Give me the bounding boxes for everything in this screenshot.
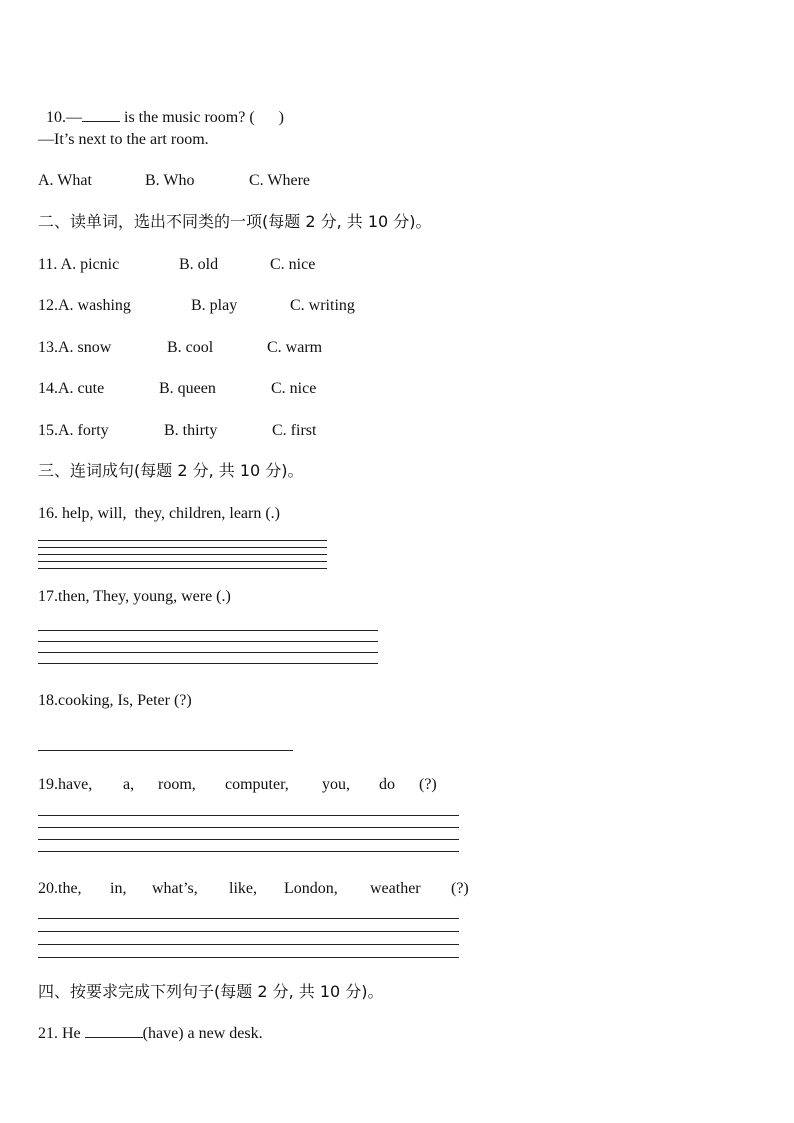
question-number: 20. — [38, 880, 58, 897]
option-c: C. warm — [267, 339, 323, 356]
question-13 — [38, 338, 111, 358]
option-a: A. picnic — [60, 256, 120, 273]
question-number: 11. — [38, 256, 58, 273]
section-4-title: 四、按要求完成下列句子(每题 2 分, 共 10 分)。 — [38, 982, 384, 1001]
word: you, — [322, 776, 350, 793]
option-b: B. old — [179, 256, 219, 273]
question-number: 10. — [46, 109, 66, 126]
question-number: 13. — [38, 339, 58, 356]
question-17 — [38, 587, 231, 607]
answer-line[interactable] — [38, 750, 293, 751]
answer-line[interactable] — [38, 827, 459, 828]
question-number: 14. — [38, 380, 58, 397]
answer-blank[interactable] — [82, 121, 120, 122]
question-14 — [38, 379, 104, 399]
option-c: C. Where — [249, 172, 311, 189]
answer-line[interactable] — [38, 561, 327, 562]
word: have, — [58, 776, 93, 793]
option-b: B. queen — [159, 380, 216, 397]
answer-blank[interactable] — [85, 1037, 143, 1038]
option-b: B. cool — [167, 339, 214, 356]
option-a: A. washing — [58, 297, 131, 314]
option-a: A. snow — [58, 339, 112, 356]
option-c: C. first — [272, 422, 317, 439]
option-c: C. writing — [290, 297, 355, 314]
question-19 — [38, 775, 92, 795]
question-12 — [38, 296, 131, 316]
question-10 — [38, 88, 284, 128]
word: the, — [58, 880, 82, 897]
question-number: 15. — [38, 422, 58, 439]
answer-line[interactable] — [38, 554, 327, 555]
question-21 — [38, 1024, 263, 1044]
answer-line[interactable] — [38, 540, 327, 541]
answer-line[interactable] — [38, 815, 459, 816]
answer-line[interactable] — [38, 957, 459, 958]
word: weather — [370, 880, 421, 897]
word: computer, — [225, 776, 289, 793]
word-list: cooking, Is, Peter (?) — [58, 692, 192, 709]
answer-line[interactable] — [38, 931, 459, 932]
question-number: 16. — [38, 505, 58, 522]
option-b: B. play — [191, 297, 238, 314]
question-number: 18. — [38, 692, 58, 709]
word: (?) — [451, 880, 469, 897]
answer-line[interactable] — [38, 652, 378, 653]
word-list: help, will, they, children, learn (.) — [62, 505, 280, 522]
question-number: 19. — [38, 776, 58, 793]
option-b: B. thirty — [164, 422, 218, 439]
section-2-title: 二、读单词，选出不同类的一项(每题 2 分, 共 10 分)。 — [38, 212, 432, 231]
option-c: C. nice — [270, 256, 316, 273]
answer-line[interactable] — [38, 851, 459, 852]
option-a: A. cute — [58, 380, 105, 397]
word: room, — [158, 776, 196, 793]
question-10-answer: —It’s next to the art room. — [38, 131, 209, 148]
answer-line[interactable] — [38, 918, 459, 919]
answer-line[interactable] — [38, 641, 378, 642]
answer-line[interactable] — [38, 663, 378, 664]
word: like, — [229, 880, 257, 897]
word: a, — [123, 776, 135, 793]
option-a: A. forty — [58, 422, 109, 439]
word-list: then, They, young, were (.) — [58, 588, 231, 605]
word: London, — [284, 880, 338, 897]
option-c: C. nice — [271, 380, 317, 397]
question-15 — [38, 421, 109, 441]
word: in, — [110, 880, 127, 897]
section-3-title: 三、连词成句(每题 2 分, 共 10 分)。 — [38, 461, 304, 480]
answer-line[interactable] — [38, 944, 459, 945]
answer-line[interactable] — [38, 547, 327, 548]
answer-line[interactable] — [38, 630, 378, 631]
question-number: 21. — [38, 1025, 58, 1042]
question-18 — [38, 691, 192, 711]
answer-line[interactable] — [38, 568, 327, 569]
option-a: A. What — [38, 172, 92, 189]
sentence-start: He — [62, 1025, 81, 1042]
question-16 — [38, 504, 280, 524]
question-number: 12. — [38, 297, 58, 314]
question-20 — [38, 879, 82, 899]
word: what’s, — [152, 880, 198, 897]
answer-line[interactable] — [38, 839, 459, 840]
dash: — — [66, 109, 82, 126]
question-11 — [38, 255, 119, 275]
question-number: 17. — [38, 588, 58, 605]
word: (?) — [419, 776, 437, 793]
sentence-end: (have) a new desk. — [142, 1025, 263, 1042]
option-b: B. Who — [145, 172, 195, 189]
word: do — [379, 776, 395, 793]
question-text: is the music room? ( ) — [124, 109, 284, 126]
